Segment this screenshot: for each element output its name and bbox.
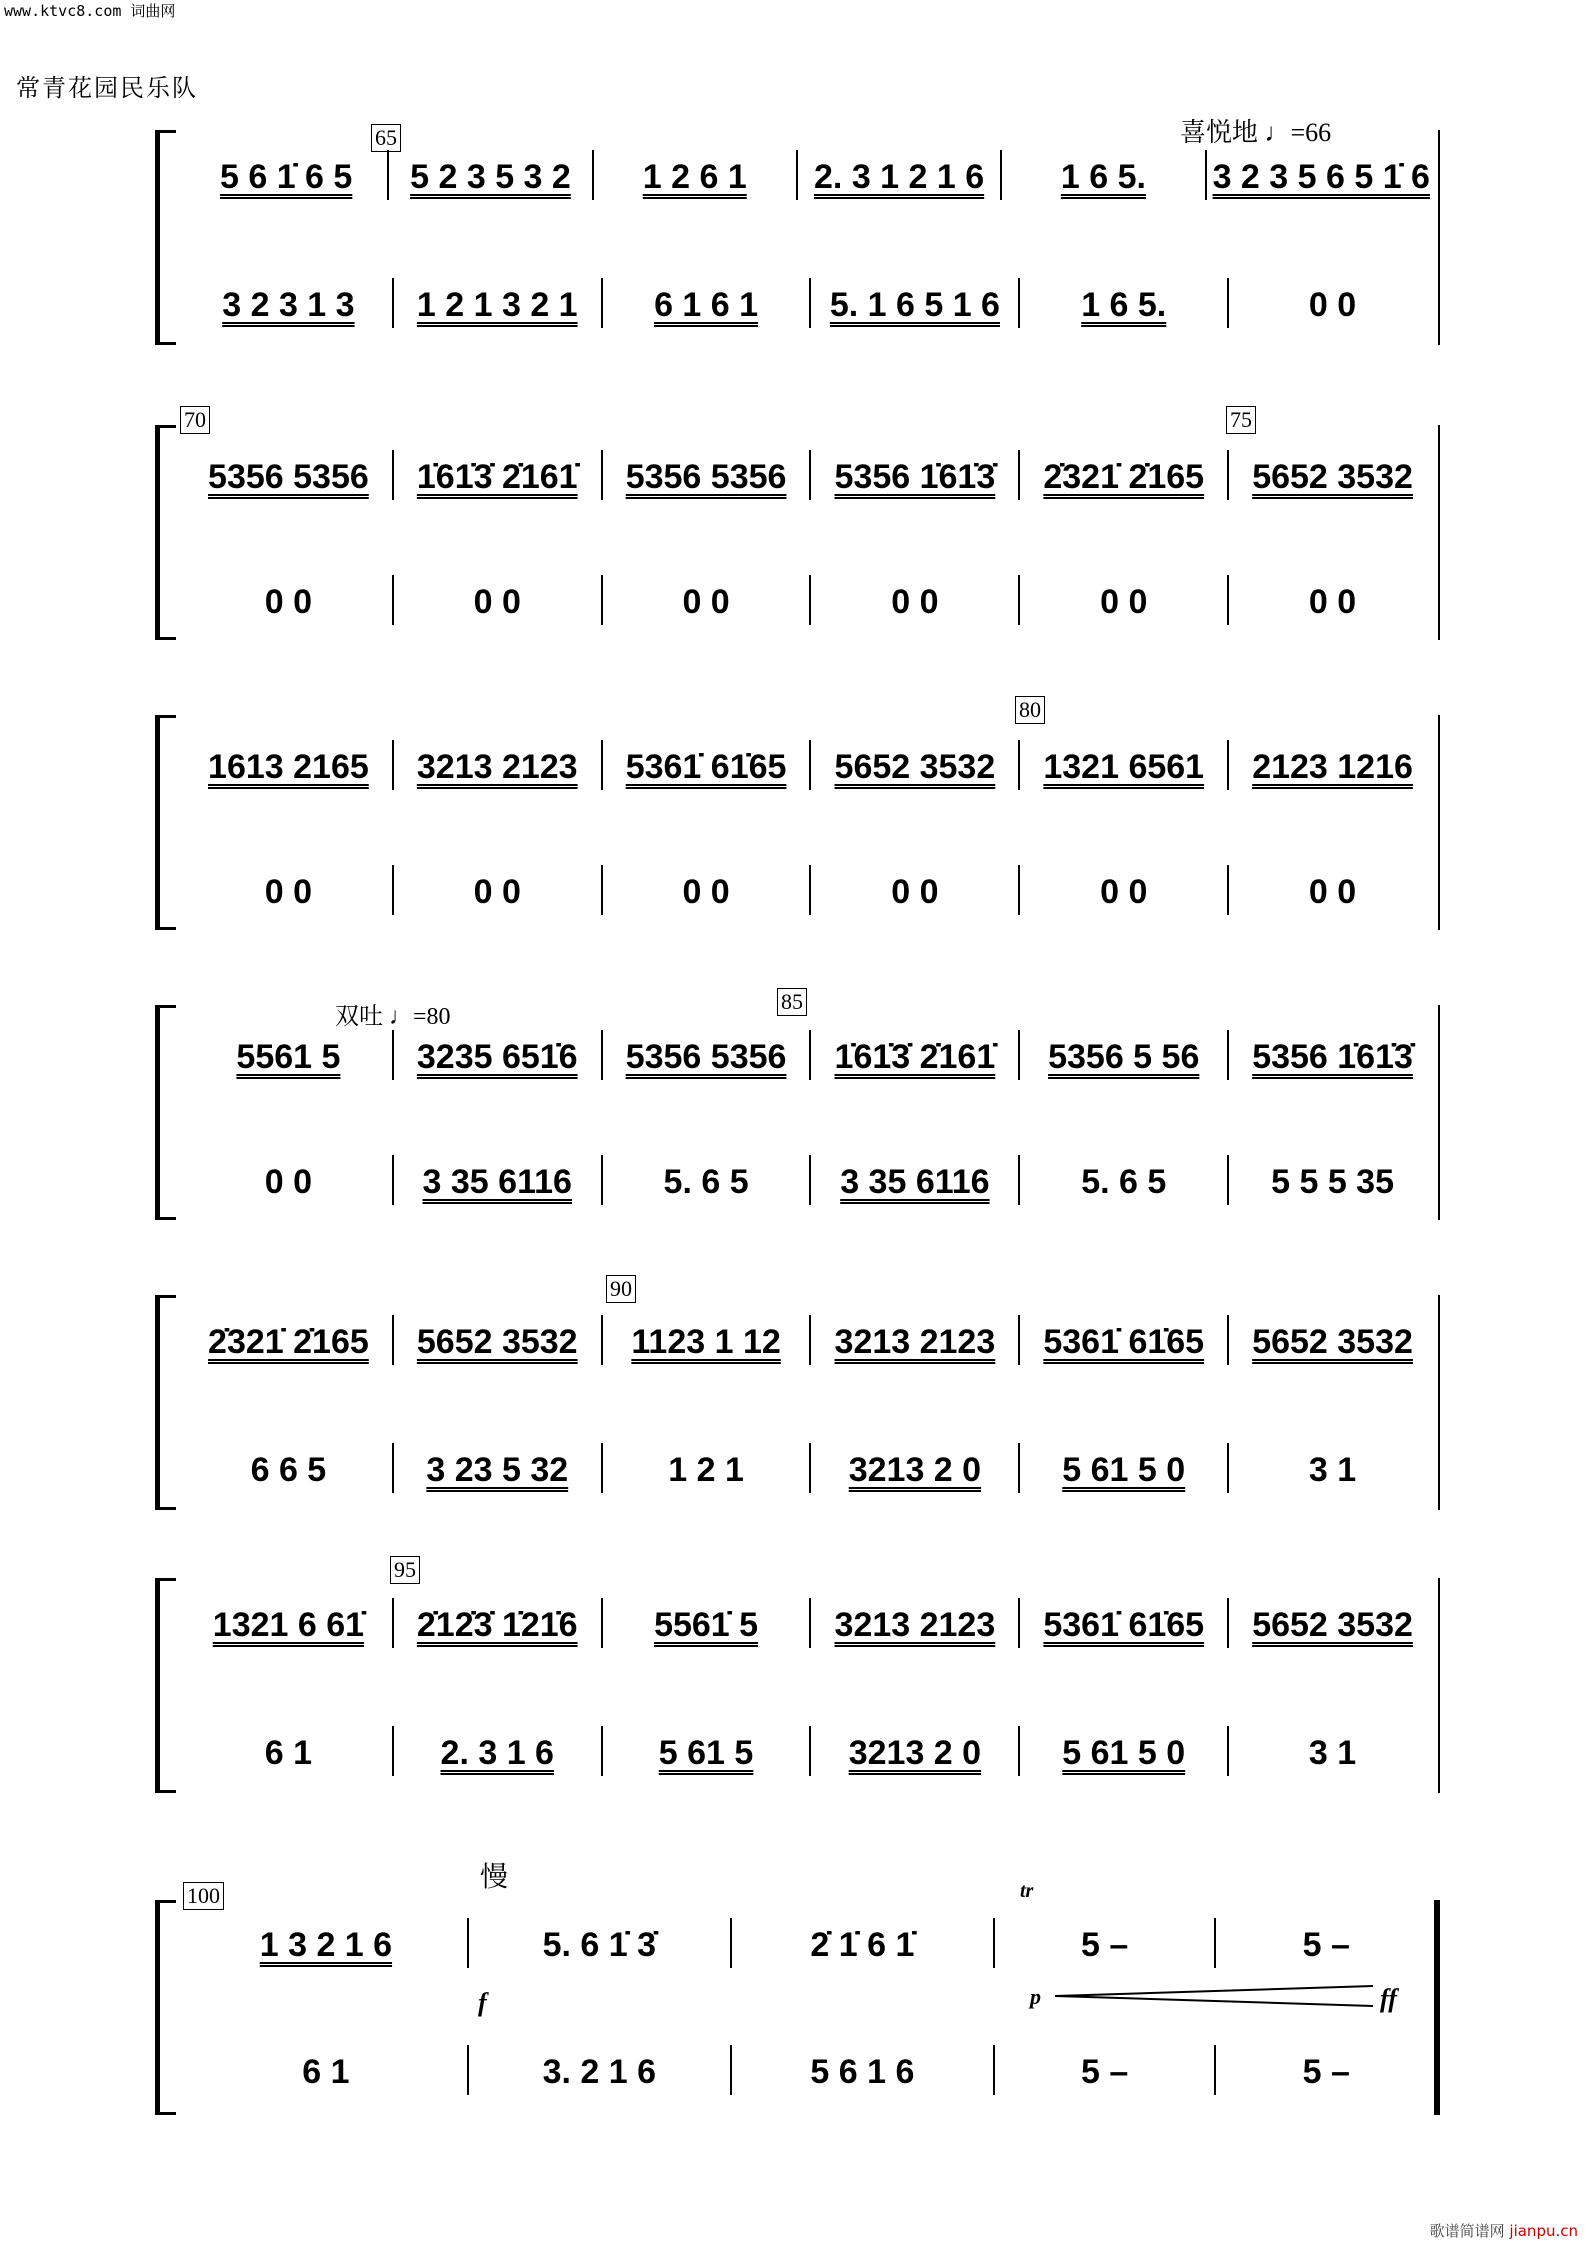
score-system-3 bbox=[155, 715, 1440, 930]
measure: 0 0 bbox=[185, 865, 394, 915]
measure: 0 0 bbox=[1308, 583, 1357, 621]
dynamic-piano: p bbox=[1030, 1984, 1041, 2009]
measure: 3213 2123 bbox=[394, 740, 603, 790]
lower-staff bbox=[185, 575, 1436, 625]
measure: 2. 3 1 6 bbox=[394, 1726, 603, 1776]
measure: 0 0 bbox=[811, 865, 1020, 915]
measure: 5 6 1 6 bbox=[732, 2045, 995, 2095]
measure: 1 6 5. bbox=[1020, 278, 1229, 328]
rehearsal-80: 80 bbox=[1015, 696, 1045, 724]
lower-staff bbox=[185, 2045, 1436, 2095]
measure: 2̇ 1̇ 6 1̇ bbox=[732, 1918, 995, 1968]
lower-staff bbox=[185, 865, 1436, 915]
measure: 6 1 bbox=[185, 1726, 394, 1776]
measure: 1̇61̇3̇ 2̇161̇ bbox=[394, 450, 603, 500]
measure: 5 5 5 35 bbox=[1271, 1163, 1394, 1201]
upper-staff bbox=[185, 150, 1436, 200]
score-system-6 bbox=[155, 1578, 1440, 1793]
measure: 2̇321̇ 2̇165 bbox=[185, 1315, 394, 1365]
measure: 1613 2165 bbox=[185, 740, 394, 790]
measure: 5 – bbox=[1302, 1926, 1350, 1964]
system-brace bbox=[155, 130, 176, 345]
measure: 0 0 bbox=[394, 865, 603, 915]
lower-staff bbox=[185, 1443, 1436, 1493]
measure: 0 0 bbox=[1308, 873, 1357, 911]
measure: 0 0 bbox=[185, 575, 394, 625]
measure: 1 6 5. bbox=[1002, 150, 1206, 200]
rehearsal-85: 85 bbox=[777, 988, 807, 1016]
measure: 1 2 1 3 2 1 bbox=[394, 278, 603, 328]
dynamic-forte: f bbox=[478, 1988, 487, 2017]
measure: 1123 1 12 bbox=[603, 1315, 812, 1365]
system-brace bbox=[155, 1295, 176, 1510]
measure: 5361̇ 61̇65 bbox=[1020, 1598, 1229, 1648]
measure: 0 0 bbox=[185, 1155, 394, 1205]
measure: 2123 1216 bbox=[1252, 748, 1413, 786]
measure: 1̇61̇3̇ 2̇161̇ bbox=[811, 1030, 1020, 1080]
measure: 3 2 3 5 6 5 1̇ 6 bbox=[1212, 158, 1430, 196]
measure: 3. 2 1 6 bbox=[469, 2045, 732, 2095]
upper-staff bbox=[185, 1030, 1436, 1080]
measure: 5361̇ 61̇65 bbox=[1020, 1315, 1229, 1365]
measure: 0 0 bbox=[603, 575, 812, 625]
measure: 5 61 5 bbox=[603, 1726, 812, 1776]
rehearsal-95: 95 bbox=[390, 1556, 420, 1584]
barline-end bbox=[1438, 425, 1440, 640]
measure: 1 3 2 1 6 bbox=[185, 1918, 469, 1968]
measure: 3235 651̇6 bbox=[394, 1030, 603, 1080]
crescendo-hairpin bbox=[1055, 1984, 1375, 2008]
measure: 1 2 1 bbox=[603, 1443, 812, 1493]
measure: 5. 6 1̇ 3̇ bbox=[469, 1918, 732, 1968]
score-system-5 bbox=[155, 1295, 1440, 1510]
measure: 1321 6561 bbox=[1020, 740, 1229, 790]
measure: 5356 5 56 bbox=[1020, 1030, 1229, 1080]
measure: 3 35 6116 bbox=[811, 1155, 1020, 1205]
rehearsal-90: 90 bbox=[606, 1275, 636, 1303]
measure: 2̇12̇3̇ 1̇21̇6 bbox=[394, 1598, 603, 1648]
upper-staff bbox=[185, 1315, 1436, 1365]
measure: 3 2 3 1 3 bbox=[185, 278, 394, 328]
measure: 3213 2 0 bbox=[811, 1726, 1020, 1776]
measure: 5356 1̇61̇3̇ bbox=[1252, 1038, 1413, 1076]
lower-staff bbox=[185, 1726, 1436, 1776]
measure: 5652 3532 bbox=[811, 740, 1020, 790]
lower-staff bbox=[185, 1155, 1436, 1205]
measure: 1 2 6 1 bbox=[594, 150, 798, 200]
measure: 5652 3532 bbox=[1252, 458, 1413, 496]
measure: 5 – bbox=[995, 1918, 1217, 1968]
measure: 2̇321̇ 2̇165 bbox=[1020, 450, 1229, 500]
measure: 3 23 5 32 bbox=[394, 1443, 603, 1493]
measure: 0 0 bbox=[811, 575, 1020, 625]
measure: 5561̇ 5 bbox=[603, 1598, 812, 1648]
system-brace bbox=[155, 1900, 176, 2115]
rehearsal-100: 100 bbox=[183, 1882, 224, 1910]
measure: 5. 1 6 5 1 6 bbox=[811, 278, 1020, 328]
measure: 6 1 6 1 bbox=[603, 278, 812, 328]
measure: 3 1 bbox=[1308, 1451, 1357, 1489]
measure: 5561 5 bbox=[185, 1030, 394, 1080]
measure: 5356 5356 bbox=[603, 450, 812, 500]
measure: 5 6 1̇ 6 5 bbox=[185, 150, 389, 200]
score-system-2 bbox=[155, 425, 1440, 640]
measure: 5652 3532 bbox=[394, 1315, 603, 1365]
barline-end bbox=[1438, 1295, 1440, 1510]
measure: 0 0 bbox=[1020, 865, 1229, 915]
barline-end bbox=[1438, 715, 1440, 930]
tempo-marking-1: 喜悦地 ♩=66 bbox=[1180, 118, 1332, 147]
measure: 0 0 bbox=[603, 865, 812, 915]
watermark-bottom: 歌谱简谱网 jianpu.cn bbox=[1429, 2222, 1578, 2240]
measure: 5652 3532 bbox=[1252, 1323, 1413, 1361]
system-brace bbox=[155, 1005, 176, 1220]
measure: 5 – bbox=[1302, 2053, 1350, 2091]
measure: 6 6 5 bbox=[185, 1443, 394, 1493]
upper-staff bbox=[185, 1598, 1436, 1648]
measure: 5356 5356 bbox=[185, 450, 394, 500]
measure: 5652 3532 bbox=[1252, 1606, 1413, 1644]
upper-staff bbox=[185, 450, 1436, 500]
watermark-top: www.ktvc8.com 词曲网 bbox=[4, 2, 176, 20]
measure: 0 0 bbox=[1308, 286, 1357, 324]
system-brace bbox=[155, 715, 176, 930]
measure: 3213 2123 bbox=[811, 1598, 1020, 1648]
band-name: 常青花园民乐队 bbox=[16, 74, 198, 102]
measure: 0 0 bbox=[1020, 575, 1229, 625]
measure: 3 35 6116 bbox=[394, 1155, 603, 1205]
measure: 5. 6 5 bbox=[603, 1155, 812, 1205]
measure: 5 – bbox=[995, 2045, 1217, 2095]
barline-end bbox=[1438, 130, 1440, 345]
score-system-1 bbox=[155, 130, 1440, 345]
measure: 5361̇ 61̇65 bbox=[603, 740, 812, 790]
rehearsal-75: 75 bbox=[1226, 406, 1256, 434]
measure: 5. 6 5 bbox=[1020, 1155, 1229, 1205]
dynamic-fortissimo: ff bbox=[1380, 1984, 1397, 2013]
tempo-marking-2: 双吐 ♩=80 bbox=[335, 1004, 451, 1030]
measure: 5 61 5 0 bbox=[1020, 1726, 1229, 1776]
measure: 0 0 bbox=[394, 575, 603, 625]
measure: 5356 5356 bbox=[603, 1030, 812, 1080]
upper-staff bbox=[185, 1918, 1436, 1968]
upper-staff bbox=[185, 740, 1436, 790]
system-brace bbox=[155, 425, 176, 640]
measure: 3 1 bbox=[1308, 1734, 1357, 1772]
barline-end bbox=[1438, 1005, 1440, 1220]
measure: 5356 1̇61̇3̇ bbox=[811, 450, 1020, 500]
rehearsal-65: 65 bbox=[371, 124, 401, 152]
measure: 2. 3 1 2 1 6 bbox=[798, 150, 1002, 200]
measure: 5 2 3 5 3 2 bbox=[389, 150, 593, 200]
slow-marking: 慢 bbox=[480, 1862, 509, 1893]
score-system-4 bbox=[155, 1005, 1440, 1220]
measure: 1321 6 61̇ bbox=[185, 1598, 394, 1648]
measure: 3213 2 0 bbox=[811, 1443, 1020, 1493]
system-brace bbox=[155, 1578, 176, 1793]
trill-mark: tr bbox=[1020, 1880, 1034, 1902]
barline-end bbox=[1438, 1578, 1440, 1793]
measure: 6 1 bbox=[185, 2045, 469, 2095]
rehearsal-70: 70 bbox=[180, 406, 210, 434]
measure: 5 61 5 0 bbox=[1020, 1443, 1229, 1493]
measure: 3213 2123 bbox=[811, 1315, 1020, 1365]
lower-staff bbox=[185, 278, 1436, 328]
